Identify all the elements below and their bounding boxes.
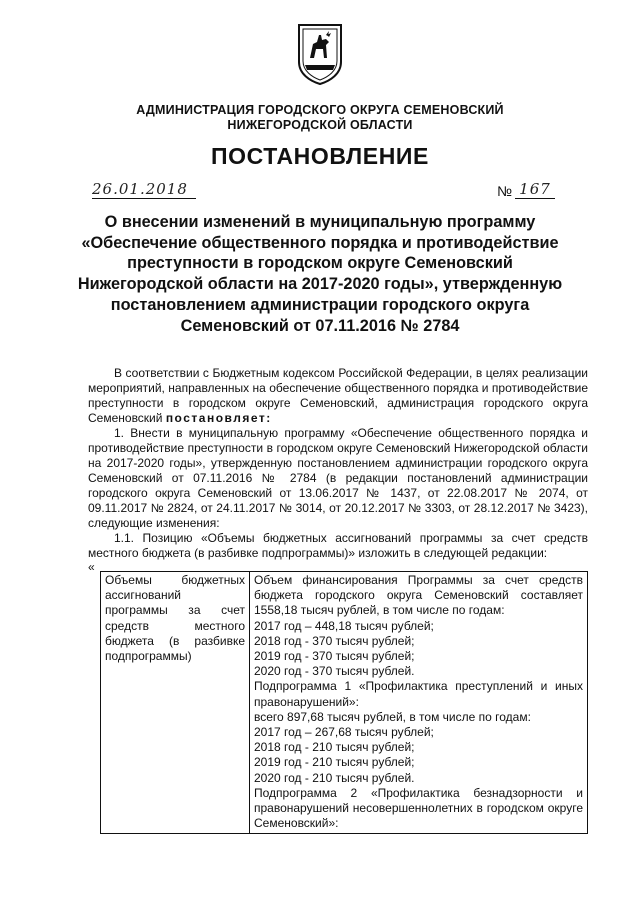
number-label: №	[497, 183, 513, 199]
document-title	[60, 212, 580, 336]
year-line: 2018 год - 370 тысяч рублей;	[254, 633, 415, 648]
year-line: 2020 год - 370 тысяч рублей.	[254, 664, 415, 679]
preamble-paragraph	[88, 366, 588, 426]
subprogram-1-title: Подпрограмма 1 «Профилактика преступлений и иных правонарушений»:	[254, 679, 583, 709]
year-line: 2020 год - 210 тысяч рублей.	[254, 770, 415, 785]
title-line: преступности в городском округе Семеновский	[127, 254, 513, 273]
item-paragraph: 1. Внести в муниципальную программу «Обеспечение общественного порядка и противодействие преступности в городском округе Семеновский Нижегородской области на 2017-2020 годы», утвержденную постановлением администрации городского округа Семеновский от 07.11.2016 № 2784 (в редакции постановлений администрации городского округа Семеновский от 13.06.2017 № 1437, от 22.08.2017 № 2074, от 09.11.2017 № 2824, от 24.11.2017 № 3014, от 20.12.2017 № 3303, от 28.12.2017 № 3423), следующие изменения:	[88, 426, 588, 530]
org-line-1: АДМИНИСТРАЦИЯ ГОРОДСКОГО ОКРУГА СЕМЕНОВСКИЙ	[136, 103, 504, 117]
year-line: 2018 год - 210 тысяч рублей;	[254, 740, 415, 755]
year-line: 2019 год - 210 тысяч рублей;	[254, 755, 415, 770]
program-funding-table	[100, 571, 588, 834]
preamble-text: В соответствии с Бюджетным кодексом Российской Федерации, в целях реализации мероприятий, направленных на обеспечение общественного порядка и противодействие преступности в городском округе Семеновский, администрация городского округа Семеновский	[88, 366, 588, 425]
title-line: «Обеспечение общественного порядка и противодействие	[81, 233, 559, 252]
table-cell-label: Объемы бюджетных ассигнований программы за счет средств местного бюджета (в разбивке подпрограммы)	[101, 572, 250, 834]
open-quote: «	[88, 560, 95, 574]
title-line: Семеновский от 07.11.2016 № 2784	[180, 316, 460, 335]
document-number: 167	[515, 180, 555, 199]
title-line: О внесении изменений в муниципальную программу	[104, 213, 536, 231]
funding-intro: Объем финансирования Программы за счет средств бюджета городского округа Семеновский составляет 1558,18 тысяч рублей, в том числе по годам:	[254, 573, 583, 618]
title-line: постановлением администрации городского округа	[110, 295, 530, 314]
subprogram-2-title: Подпрограмма 2 «Профилактика безнадзорности и правонарушений несовершеннолетних в городском округе Семеновский»:	[254, 785, 583, 831]
table-row	[101, 572, 588, 834]
year-line: 2017 год – 267,68 тысяч рублей;	[254, 725, 434, 740]
organization-name	[80, 103, 560, 133]
decree-word: постановляет:	[165, 411, 272, 425]
document-date: 26.01.2018	[92, 180, 196, 199]
item-paragraph: 1.1. Позицию «Объемы бюджетных ассигнований программы за счет средств местного бюджета (в разбивке подпрограммы)» изложить в следующей редакции:	[88, 531, 588, 560]
document-body	[88, 366, 588, 573]
org-line-2: НИЖЕГОРОДСКОЙ ОБЛАСТИ	[227, 118, 413, 132]
title-line: Нижегородской области на 2017-2020 годы», утвержденную	[77, 275, 563, 294]
subprogram-1-total: всего 897,68 тысяч рублей, в том числе по годам:	[254, 709, 531, 724]
document-type: ПОСТАНОВЛЕНИЕ	[211, 143, 429, 169]
coat-of-arms-icon	[296, 22, 344, 86]
year-line: 2017 год – 448,18 тысяч рублей;	[254, 618, 434, 633]
year-line: 2019 год - 370 тысяч рублей;	[254, 649, 415, 664]
table-cell-content	[250, 572, 588, 834]
